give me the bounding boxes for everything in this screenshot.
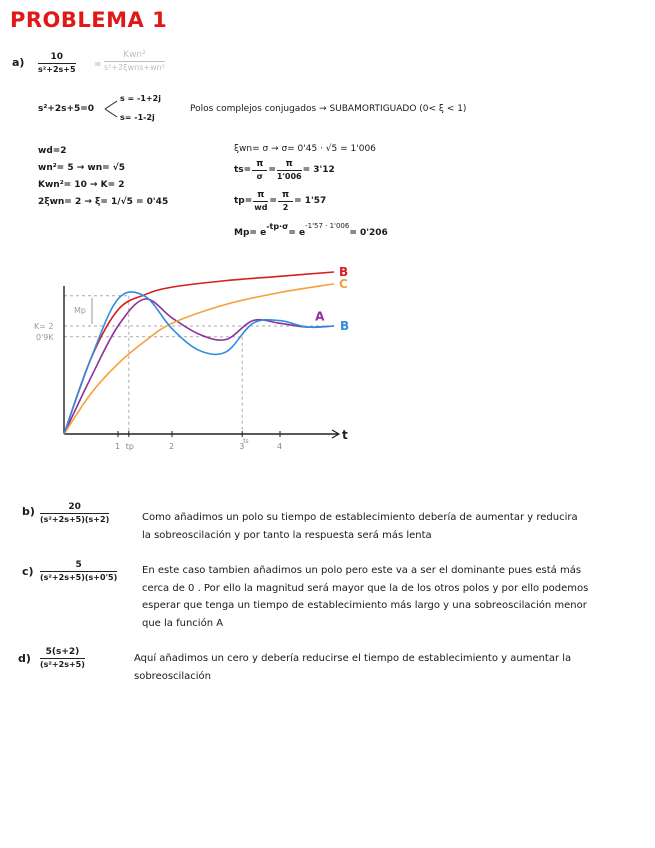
part-b-explanation: Como añadimos un polo su tiempo de establecimiento debería de aumentar y reducira la sobreoscilación y por tanto la respuesta será más lenta [142, 512, 578, 541]
x-tick-label-4: 4 [277, 442, 283, 451]
series-c-orange [64, 284, 334, 434]
tp-frac2-den: 2 [282, 203, 289, 212]
ts-result: = 3'12 [302, 165, 335, 175]
part-d-numerator: 5(s+2) [45, 647, 80, 657]
part-c-denominator: (s²+2s+5)(s+0'5) [40, 573, 118, 582]
tp-frac1-den: wd [254, 203, 268, 212]
mp-label: Mp [74, 305, 86, 315]
tp-label: tp= [234, 196, 253, 206]
calc-tp: tp= $\frac{\pi}{wd}$ = $\frac{\pi}{2}$ = 1'57 [234, 190, 327, 212]
standard-form [104, 50, 165, 72]
page-title: PROBLEMA 1 [10, 8, 168, 32]
tp-result: = 1'57 [294, 196, 327, 206]
calc-ts: ts= $\frac{\pi}{\sigma}$ = $\frac{\pi}{1'006}$ = 3'12 [234, 159, 335, 181]
ts-frac1-den: σ [256, 172, 263, 181]
part-d-explanation: Aquí añadimos un cero y debería reducirse el tiempo de establecimiento y aumentar la sobreoscilación [134, 653, 572, 682]
x-tick-label-0: 1 [115, 442, 121, 451]
x-axis-label: t [342, 428, 348, 442]
standard-form-denominator: s²+2ξwns+wn² [104, 63, 165, 72]
tf-numerator: 10 [50, 52, 64, 62]
equals-sign: = [94, 60, 102, 70]
calc-wd: wd=2 [38, 146, 67, 156]
part-a-label: a) [12, 56, 25, 69]
root-2: s= -1-2j [120, 113, 155, 122]
part-b-label: b) [22, 505, 35, 518]
ts-frac2-num: π [285, 159, 293, 169]
part-b-transfer-function [40, 502, 109, 524]
calc-xi: 2ξwn= 2 → ξ= 1/√5 = 0'45 [38, 197, 169, 207]
tp-frac2-num: π [281, 190, 290, 200]
ts-tick-mark: ts [243, 438, 249, 445]
part-c-explanation: En este caso tambien añadimos un polo pero este va a ser el dominante pues está más cerca de 0 . Por ello la magnitud será mayor que la de los otros polos y por ello podemos esperar que tenga un tiempo de establecimiento más largo y una sobreoscilación menor que la función A [142, 565, 589, 629]
calc-wn: wn²= 5 → wn= √5 [38, 163, 126, 173]
calc-mp [234, 222, 388, 238]
step-response-chart [30, 246, 360, 456]
series-label-c: C [339, 276, 348, 291]
part-b-numerator: 20 [68, 502, 81, 512]
series-label-b-red: B [339, 265, 349, 279]
x-tick-label-3: 3 [239, 442, 245, 451]
mp-result: = 0'206 [349, 228, 388, 238]
series-a-purple [64, 299, 334, 434]
ts-label: ts= [234, 165, 252, 175]
poles-conclusion: Polos complejos conjugados → SUBAMORTIGUADO (0< ξ < 1) [190, 104, 467, 114]
mp-middle: = e [288, 228, 306, 238]
characteristic-equation: s²+2s+5=0 [38, 104, 95, 114]
part-c-transfer-function [40, 560, 117, 582]
mp-exponent-2: -1'57 · 1'006 [305, 222, 350, 230]
root-1: s = -1+2j [120, 94, 161, 103]
y-mark-k: K= 2 [34, 322, 54, 331]
ts-frac1-num: π [256, 159, 264, 169]
part-d-transfer-function [40, 647, 85, 669]
calc-k: Kwn²= 10 → K= 2 [38, 180, 125, 190]
series-label-a: A [315, 309, 325, 324]
series-b-red [64, 272, 334, 434]
part-c-label: c) [22, 565, 34, 578]
mp-exponent-1: -tp·σ [266, 222, 289, 231]
calc-sigma: ξwn= σ → σ= 0'45 · √5 = 1'006 [234, 144, 376, 154]
ts-frac2-den: 1'006 [276, 172, 302, 181]
standard-form-numerator: Kwn² [123, 50, 146, 60]
series-label-b-blue: B [340, 319, 350, 333]
x-tick-label-2: 2 [169, 442, 175, 451]
root-branch-arrows [104, 98, 120, 120]
part-d-denominator: (s²+2s+5) [40, 660, 85, 669]
tp-frac1-num: π [257, 190, 265, 200]
x-tick-label-1: tp [125, 442, 135, 451]
y-mark-09k: 0'9K [36, 332, 54, 342]
tf-denominator: s²+2s+5 [38, 65, 76, 74]
part-d-label: d) [18, 652, 31, 665]
mp-label: Mp= e [234, 228, 267, 238]
part-c-numerator: 5 [75, 560, 82, 570]
part-b-denominator: (s²+2s+5)(s+2) [40, 515, 110, 524]
part-a-transfer-function [38, 52, 76, 74]
